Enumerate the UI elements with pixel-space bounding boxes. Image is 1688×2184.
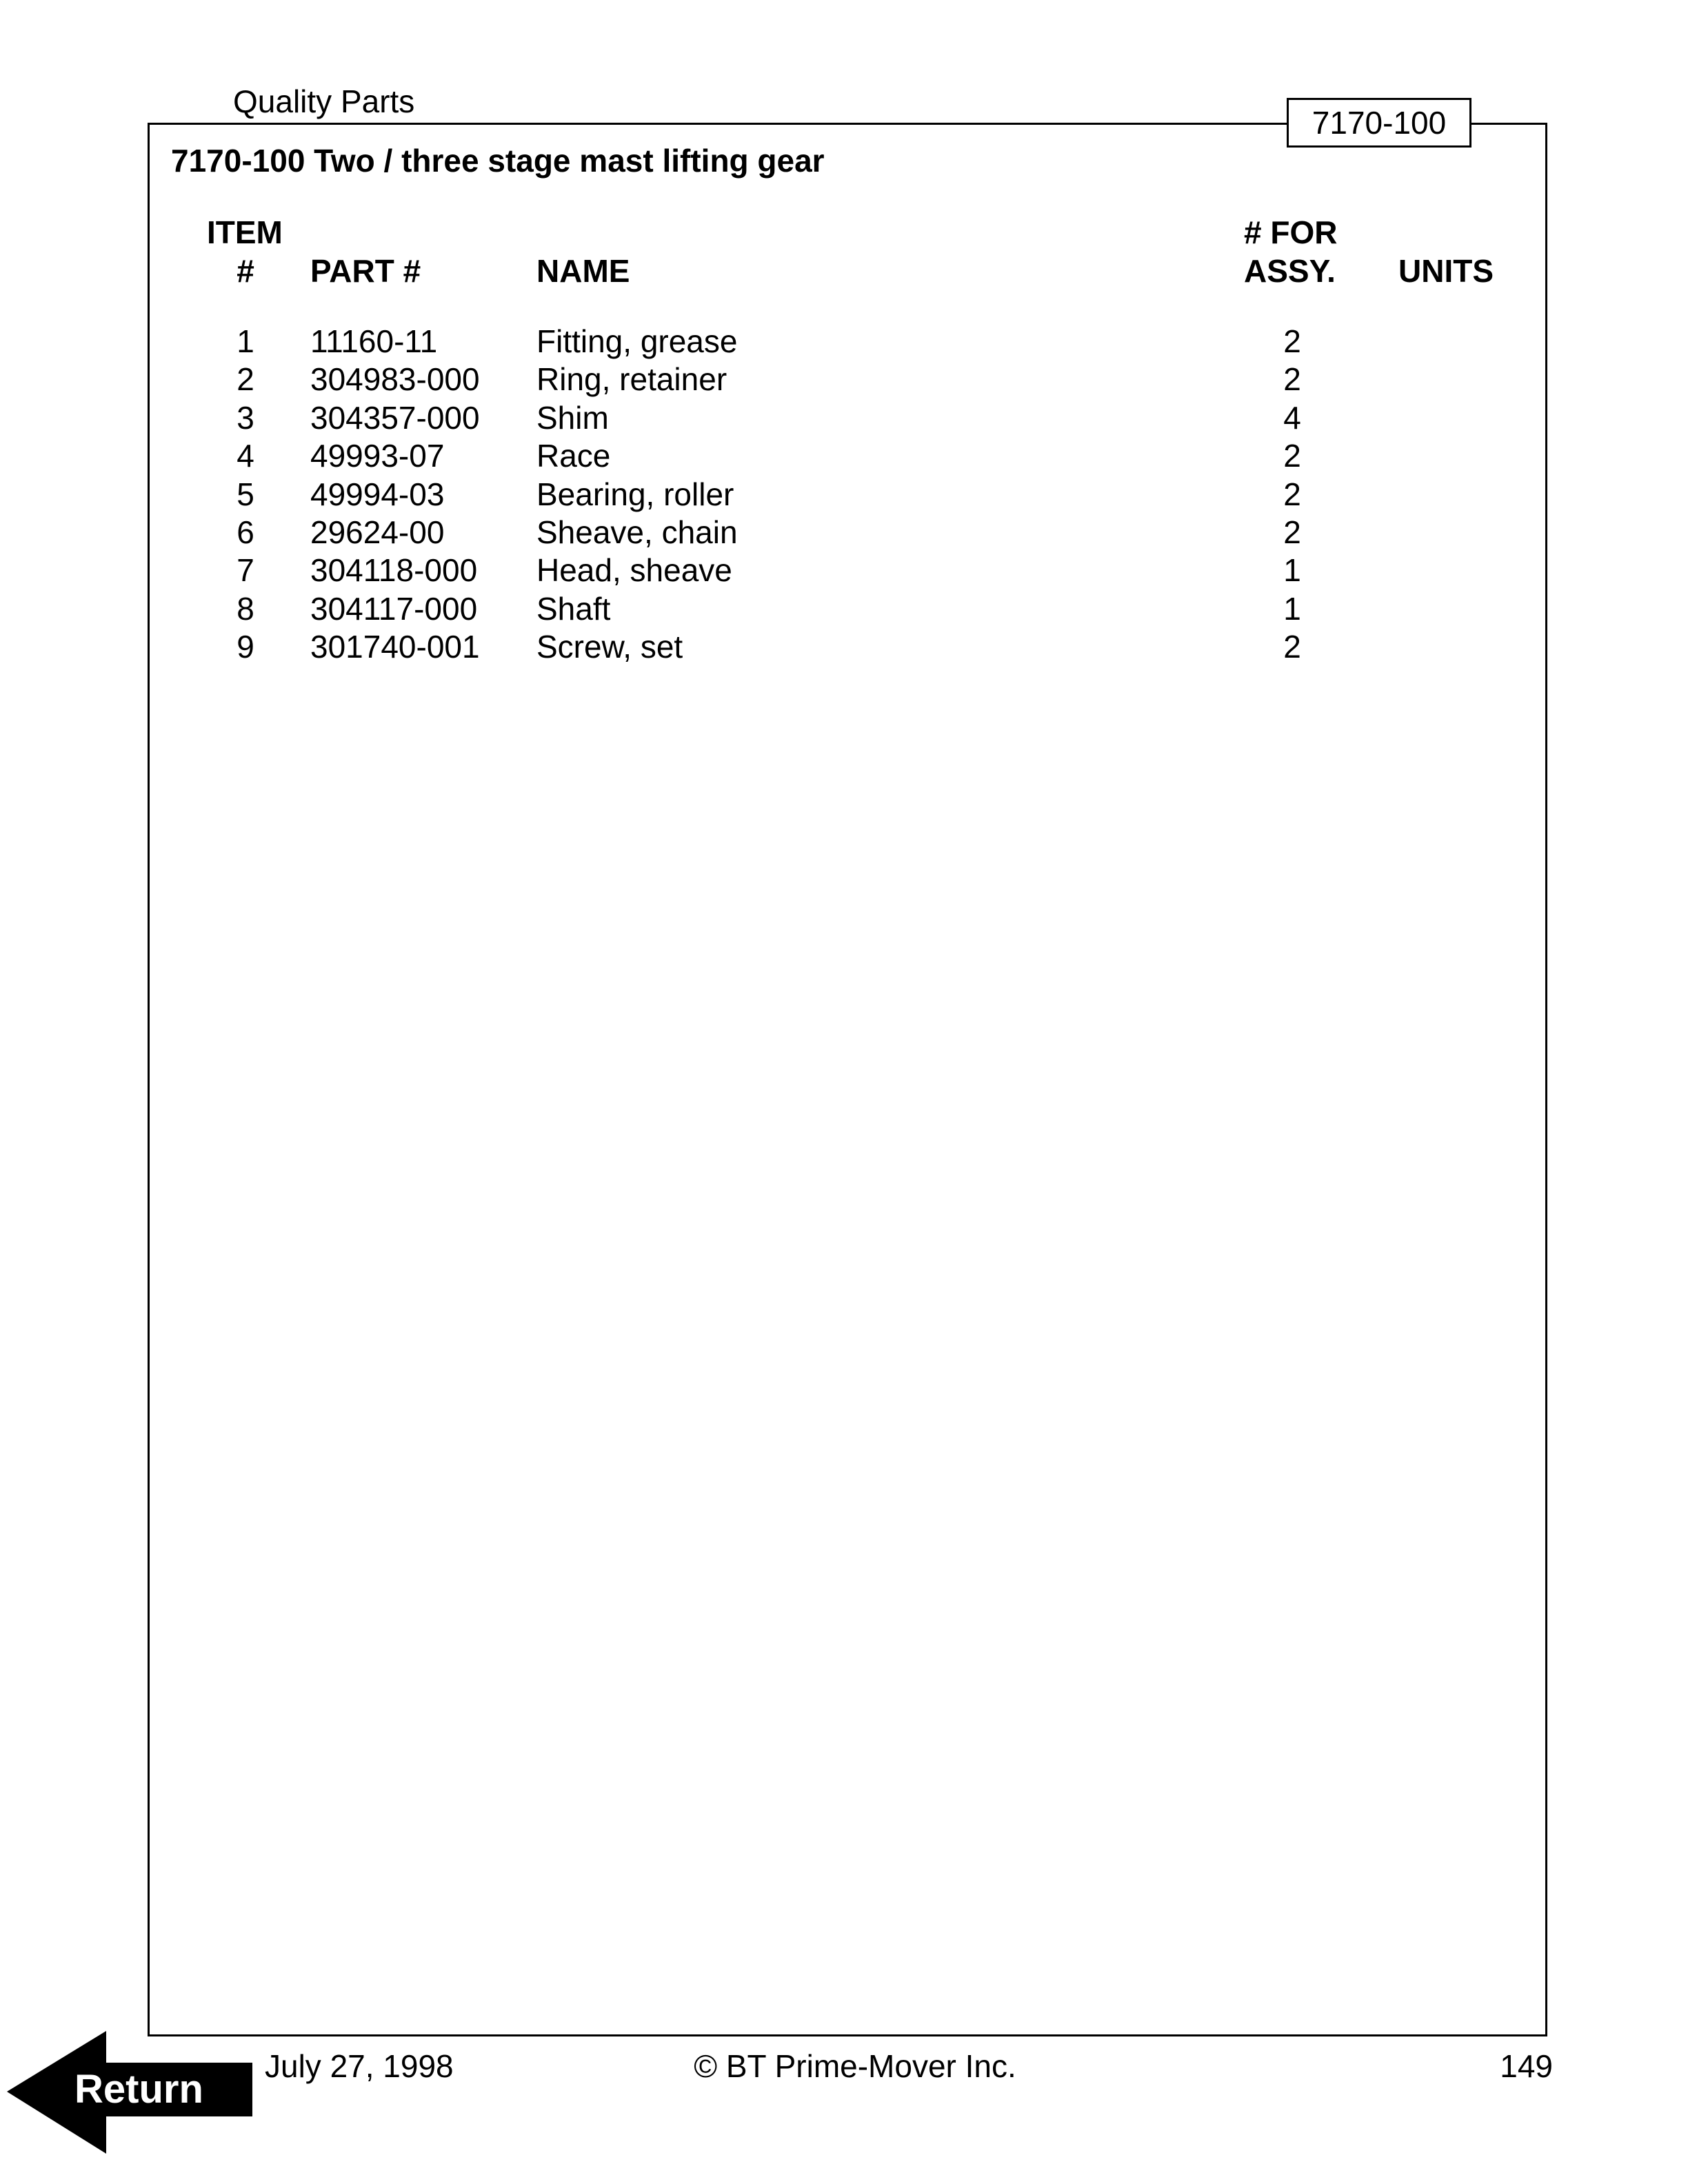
table-row (0, 475, 1688, 514)
table-row (0, 627, 1688, 666)
item-number: 2 (237, 361, 254, 398)
part-number: 304117-000 (310, 590, 478, 627)
part-number: 11160-11 (310, 323, 438, 359)
col-name: NAME (536, 253, 630, 289)
part-name: Bearing, roller (536, 476, 734, 512)
table-row (0, 589, 1688, 628)
part-number: 49994-03 (310, 476, 445, 512)
assembly-quantity: 4 (1283, 399, 1301, 436)
item-number: 9 (237, 629, 254, 665)
part-name: Shaft (536, 590, 611, 627)
page-title: 7170-100 Two / three stage mast lifting gear (171, 143, 825, 179)
item-number: 4 (237, 438, 254, 474)
assembly-quantity: 2 (1283, 438, 1301, 474)
part-number: 304983-000 (310, 361, 480, 398)
assembly-quantity: 2 (1283, 476, 1301, 512)
item-number: 5 (237, 476, 254, 512)
assembly-quantity: 2 (1283, 629, 1301, 665)
assembly-quantity: 2 (1283, 323, 1301, 359)
table-row (0, 322, 1688, 361)
col-units: UNITS (1398, 253, 1494, 289)
assembly-quantity: 1 (1283, 590, 1301, 627)
table-row (0, 436, 1688, 475)
table-row (0, 551, 1688, 589)
assembly-quantity: 2 (1283, 514, 1301, 550)
table-row (0, 513, 1688, 552)
item-number: 6 (237, 514, 254, 550)
section-tag: 7170-100 (1287, 98, 1471, 148)
item-number: 1 (237, 323, 254, 359)
part-name: Screw, set (536, 629, 683, 665)
part-name: Head, sheave (536, 552, 732, 589)
part-number: 304118-000 (310, 552, 478, 589)
return-label: Return (74, 2067, 203, 2112)
part-name: Shim (536, 399, 609, 436)
item-number: 7 (237, 552, 254, 589)
col-item-top: ITEM (207, 214, 283, 250)
part-number: 29624-00 (310, 514, 445, 550)
assembly-quantity: 1 (1283, 552, 1301, 589)
table-row (0, 398, 1688, 437)
part-number: 49993-07 (310, 438, 445, 474)
brand-label: Quality Parts (233, 83, 415, 119)
item-number: 3 (237, 399, 254, 436)
col-qty-top: # FOR (1244, 214, 1338, 250)
part-number: 304357-000 (310, 399, 480, 436)
return-button[interactable] (7, 2031, 252, 2154)
part-name: Ring, retainer (536, 361, 727, 398)
footer-page-number: 149 (1500, 2048, 1553, 2084)
part-name: Race (536, 438, 611, 474)
footer-copyright: © BT Prime-Mover Inc. (694, 2048, 1016, 2084)
item-number: 8 (237, 590, 254, 627)
assembly-quantity: 2 (1283, 361, 1301, 398)
part-name: Sheave, chain (536, 514, 738, 550)
part-name: Fitting, grease (536, 323, 738, 359)
col-part: PART # (310, 253, 421, 289)
col-item-bottom: # (237, 253, 254, 289)
table-row (0, 360, 1688, 398)
part-number: 301740-001 (310, 629, 480, 665)
col-qty-bottom: ASSY. (1244, 253, 1336, 289)
footer-date: July 27, 1998 (265, 2048, 454, 2084)
